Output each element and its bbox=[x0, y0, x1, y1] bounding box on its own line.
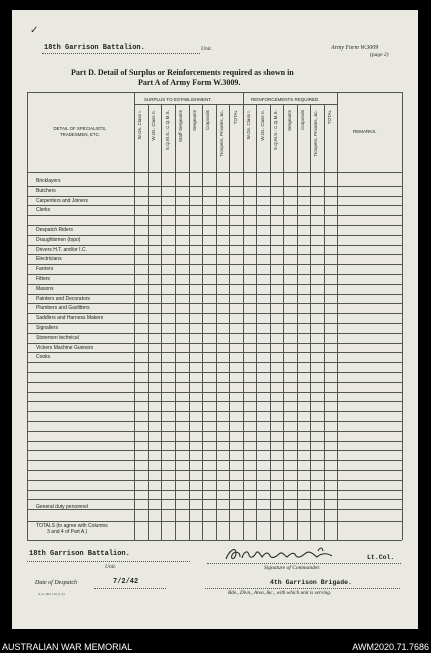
table-left-rule bbox=[27, 92, 28, 540]
caption-bar bbox=[0, 633, 431, 653]
brigade-value: 4th Garrison Brigade. bbox=[270, 579, 352, 586]
table-row-rule bbox=[27, 303, 402, 304]
surplus-subcolumn-rule bbox=[202, 104, 203, 540]
reinforcement-column-header: TOTAL bbox=[326, 110, 332, 125]
table-row-rule bbox=[27, 284, 402, 285]
footer-unit-value: 18th Garrison Battalion. bbox=[29, 550, 130, 558]
signature-line bbox=[207, 563, 401, 564]
table-row-rule bbox=[27, 313, 402, 314]
surplus-column-header: TOTAL bbox=[232, 110, 238, 125]
header-bottom-rule bbox=[27, 172, 402, 173]
table-row-rule bbox=[27, 460, 402, 461]
table-row-rule bbox=[27, 254, 402, 255]
table-row-rule bbox=[27, 186, 402, 187]
surplus-column-header: Sergeants bbox=[191, 110, 197, 131]
surplus-subcolumn-rule bbox=[175, 104, 176, 540]
table-row-label: Draughtsmen (topo) bbox=[36, 236, 81, 243]
table-row-rule bbox=[27, 274, 402, 275]
table-row-rule bbox=[27, 372, 402, 373]
caption-left: AUSTRALIAN WAR MEMORIAL bbox=[2, 642, 133, 652]
reinforcement-column-header: S.Q.M.S.: C.Q.M.S. bbox=[273, 110, 279, 151]
table-row-label: Masons bbox=[36, 285, 54, 292]
table-row-rule bbox=[27, 499, 402, 500]
table-row-rule bbox=[27, 392, 402, 393]
table-row-label: Drivers H.T. and/or I.C. bbox=[36, 246, 87, 253]
table-row-rule bbox=[27, 294, 402, 295]
totals-top-rule bbox=[27, 521, 402, 522]
reinforcement-subcolumn-rule bbox=[256, 104, 257, 540]
table-row-rule bbox=[27, 431, 402, 432]
reinforcements-header: REINFORCEMENTS REQUIRED. bbox=[251, 97, 320, 102]
surplus-subcolumn-rule bbox=[216, 104, 217, 540]
surplus-subcolumn-rule bbox=[148, 104, 149, 540]
remarks-column-rule bbox=[337, 92, 338, 540]
table-row-rule bbox=[27, 421, 402, 422]
table-row-label: Farriers bbox=[36, 266, 54, 273]
table-row-label: Despatch Riders bbox=[36, 227, 73, 233]
table-row-rule bbox=[27, 225, 402, 226]
reinforcement-column-header: W.Os. Class I. bbox=[246, 110, 252, 140]
table-row-rule bbox=[27, 441, 402, 442]
table-row-label: Painters and Decorators bbox=[36, 295, 90, 302]
surplus-subcolumn-rule bbox=[229, 104, 230, 540]
surplus-column-rule bbox=[243, 92, 244, 540]
table-row-rule bbox=[27, 470, 402, 471]
totals-label-line1: TOTALS (to agree with Columns bbox=[36, 523, 108, 529]
unit-label: Unit. bbox=[201, 46, 213, 52]
surplus-column-header: Corporals bbox=[205, 110, 211, 130]
surplus-column-header: Troopers, Privates, &c. bbox=[219, 110, 225, 157]
surplus-column-header: Staff-Sergeants bbox=[178, 110, 184, 142]
table-row-rule bbox=[27, 411, 402, 412]
signature-rank: Lt.Col. bbox=[367, 554, 395, 561]
surplus-column-header: S.Q.M.S.: C.Q.M.S. bbox=[164, 110, 170, 151]
page-title-line2: Part A of Army Form W.3009. bbox=[138, 78, 241, 87]
footer-unit-label: Unit. bbox=[105, 564, 117, 570]
despatch-line bbox=[94, 588, 166, 589]
table-row-rule bbox=[27, 382, 402, 383]
despatch-label: Date of Despatch bbox=[35, 580, 77, 586]
reinforcement-column-header: W.Os. Class II. bbox=[259, 110, 265, 141]
table-row-label: Butchers bbox=[36, 187, 56, 194]
table-row-rule bbox=[27, 245, 402, 246]
reinforcement-column-header: Corporals bbox=[299, 110, 305, 130]
table-row-rule bbox=[27, 333, 402, 334]
table-row-label: Fitters bbox=[36, 276, 50, 282]
reinforcement-column-header: Troopers, Privates, &c. bbox=[313, 110, 319, 157]
form-page: (page 2) bbox=[370, 52, 389, 58]
brigade-line bbox=[205, 588, 400, 589]
table-top-rule bbox=[27, 92, 402, 93]
unit-underline bbox=[42, 53, 200, 54]
surplus-column-header: W.Os. Class I. bbox=[137, 110, 143, 140]
table-row-rule bbox=[27, 196, 402, 197]
reinforcement-column-header: Sergeants bbox=[286, 110, 292, 131]
brigade-label: Bde., Divn., Area, &c., with which unit is serving. bbox=[228, 590, 332, 596]
table-right-rule bbox=[402, 92, 403, 540]
table-row-label: Electricians bbox=[36, 256, 62, 263]
table-row-label: Signallers bbox=[36, 325, 58, 331]
table-row-label: Storemen technical bbox=[36, 334, 79, 341]
surplus-header: SURPLUS TO ESTABLISHMENT. bbox=[144, 97, 212, 102]
general-duty-label: General duty personnel bbox=[36, 504, 88, 510]
table-row-label: Bricklayers bbox=[36, 178, 61, 184]
table-bottom-rule bbox=[27, 540, 402, 541]
signature-label: Signature of Commander. bbox=[264, 565, 321, 571]
table-row-rule bbox=[27, 264, 402, 265]
surplus-subcolumn-rule bbox=[189, 104, 190, 540]
unit-value: 18th Garrison Battalion. bbox=[44, 44, 145, 52]
detail-column-rule bbox=[134, 92, 135, 540]
reinforcement-subcolumn-rule bbox=[270, 104, 271, 540]
table-row-label: Vickers Machine Gunners bbox=[36, 344, 94, 351]
tick-mark: ✓ bbox=[30, 25, 39, 36]
table-row-label: Cooks bbox=[36, 354, 51, 361]
remarks-header: REMARKS. bbox=[353, 129, 377, 134]
surplus-column-header: W.Os. Class II. bbox=[150, 110, 156, 141]
table-row-rule bbox=[27, 343, 402, 344]
page-title-line1: Part D. Detail of Surplus or Reinforcements required as shown in bbox=[71, 68, 294, 77]
table-row-rule bbox=[27, 401, 402, 402]
form-name: Army Form W.3009 bbox=[331, 45, 379, 51]
table-row-rule bbox=[27, 450, 402, 451]
reinforcement-subcolumn-rule bbox=[310, 104, 311, 540]
table-row-rule bbox=[27, 480, 402, 481]
despatch-value: 7/2/42 bbox=[113, 578, 139, 586]
table-row-label: Carpenters and Joiners bbox=[36, 197, 88, 204]
table-row-rule bbox=[27, 352, 402, 353]
commander-signature bbox=[222, 545, 352, 565]
caption-right: AWM2020.71.7686 bbox=[352, 642, 429, 652]
detail-header: DETAIL OF SPECIALISTS, TRADESMEN, ETC. bbox=[53, 126, 107, 137]
table-row-rule bbox=[27, 490, 402, 491]
table-row-rule bbox=[27, 215, 402, 216]
surplus-subcolumn-rule bbox=[161, 104, 162, 540]
table-row-label: Clerks bbox=[36, 207, 51, 214]
table-row-label: Saddlers and Harness Makers bbox=[36, 315, 104, 322]
print-code: A.A. Dm 110 (1.4) bbox=[38, 592, 65, 596]
reinforcement-subcolumn-rule bbox=[324, 104, 325, 540]
table-row-rule bbox=[27, 235, 402, 236]
table-row-label: Plumbers and Gasfitters bbox=[36, 305, 90, 312]
table-row-rule bbox=[27, 362, 402, 363]
table-row-rule bbox=[27, 323, 402, 324]
footer-unit-line bbox=[27, 561, 190, 562]
totals-label-line2: 3 and 4 of Part A.) bbox=[47, 529, 88, 535]
reinforcement-subcolumn-rule bbox=[283, 104, 284, 540]
group-header-rule bbox=[134, 104, 337, 105]
reinforcement-subcolumn-rule bbox=[297, 104, 298, 540]
table-row-rule bbox=[27, 205, 402, 206]
